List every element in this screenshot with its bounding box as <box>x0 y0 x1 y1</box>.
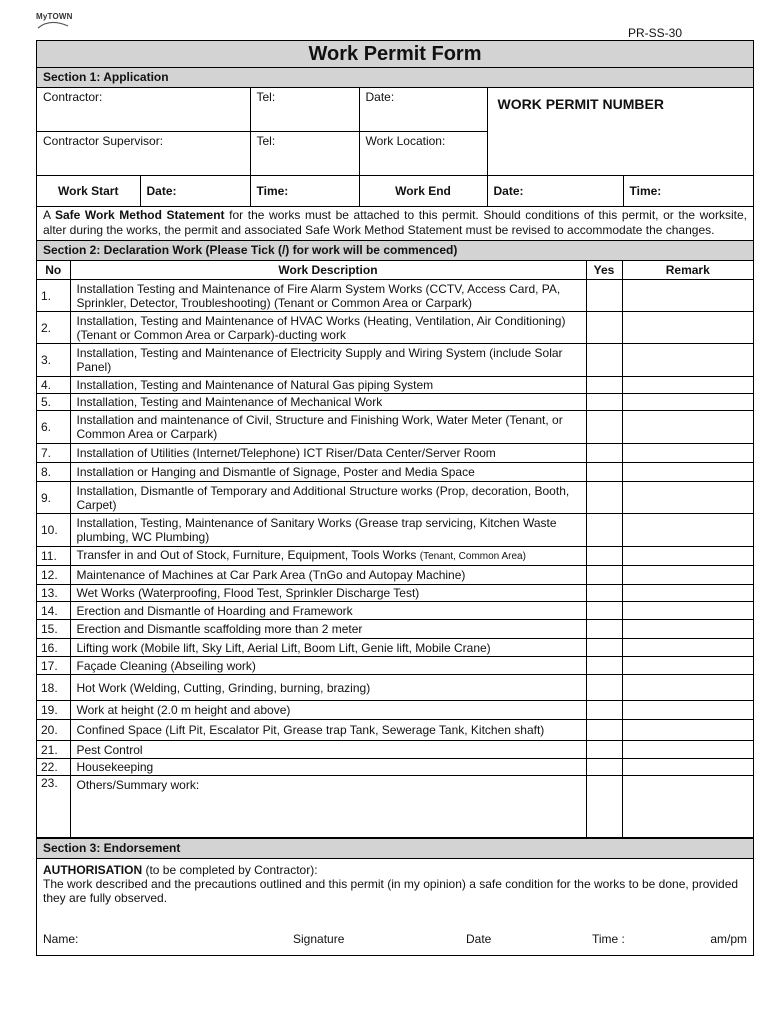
end-time-label: Time: <box>629 184 662 198</box>
remark-cell[interactable] <box>622 675 753 701</box>
yes-tick-cell[interactable] <box>586 701 622 720</box>
work-description-text: Installation, Testing and Maintenance of Mechanical Work <box>76 395 383 409</box>
work-description-text: Pest Control <box>76 742 143 757</box>
authorisation-statement: The work described and the precautions outlined and this permit (in my opinion) a safe condition for the works to be done, provided they are fully observed. <box>43 877 739 905</box>
form-title: Work Permit Form <box>37 41 753 68</box>
work-description-text: Work at height (2.0 m height and above) <box>76 703 291 717</box>
table-row <box>37 720 753 741</box>
table-row <box>37 312 753 344</box>
col-header-yes: Yes <box>586 261 622 280</box>
work-description <box>70 741 586 759</box>
work-description <box>70 312 586 344</box>
tel-label: Tel: <box>256 90 276 104</box>
authorisation-line <box>43 863 747 877</box>
row-number: 23. <box>37 776 70 838</box>
start-time-field[interactable] <box>250 176 359 207</box>
work-description <box>70 463 586 482</box>
remark-cell[interactable] <box>622 741 753 759</box>
row-number: 21. <box>37 741 70 759</box>
note-prefix: A <box>43 208 55 222</box>
table-row <box>37 344 753 377</box>
work-description <box>70 280 586 312</box>
time-field[interactable]: Time : <box>592 932 625 946</box>
row-number: 1. <box>37 280 70 312</box>
row-number: 9. <box>37 482 70 514</box>
row-number: 14. <box>37 602 70 620</box>
table-row <box>37 411 753 444</box>
row-number: 3. <box>37 344 70 377</box>
row-number: 7. <box>37 444 70 463</box>
remark-cell[interactable] <box>622 411 753 444</box>
work-description <box>70 377 586 394</box>
yes-tick-cell[interactable] <box>586 657 622 675</box>
row-number: 2. <box>37 312 70 344</box>
row-number: 20. <box>37 720 70 741</box>
table-row <box>37 444 753 463</box>
table-row <box>37 482 753 514</box>
row-number: 19. <box>37 701 70 720</box>
tel-field[interactable] <box>250 88 359 132</box>
yes-tick-cell[interactable] <box>586 344 622 377</box>
logo-text: MyTOWN <box>36 12 73 21</box>
yes-tick-cell[interactable] <box>586 312 622 344</box>
yes-tick-cell[interactable] <box>586 514 622 547</box>
end-date-label: Date: <box>493 184 524 198</box>
remark-cell[interactable] <box>622 514 753 547</box>
name-field[interactable]: Name: <box>43 932 79 946</box>
yes-tick-cell[interactable] <box>586 720 622 741</box>
work-description <box>70 444 586 463</box>
remark-cell[interactable] <box>622 657 753 675</box>
col-header-description: Work Description <box>70 261 586 280</box>
date-field[interactable]: Date <box>466 932 492 946</box>
yes-tick-cell[interactable] <box>586 411 622 444</box>
work-description-text: Transfer in and Out of Stock, Furniture, Equipment, Tools Works <box>76 548 420 562</box>
contractor-supervisor-label: Contractor Supervisor: <box>43 134 164 148</box>
yes-tick-cell[interactable] <box>586 377 622 394</box>
table-row <box>37 776 753 838</box>
work-description-text: Erection and Dismantle scaffolding more than 2 meter <box>76 622 363 636</box>
work-description <box>70 482 586 514</box>
row-number: 5. <box>37 394 70 411</box>
remark-cell[interactable] <box>622 280 753 312</box>
work-description <box>70 585 586 602</box>
work-description-note: (Tenant, Common Area) <box>419 551 526 562</box>
work-description <box>70 657 586 675</box>
remark-cell[interactable] <box>622 394 753 411</box>
start-time-label: Time: <box>256 184 289 198</box>
work-description-text: Installation or Hanging and Dismantle of Signage, Poster and Media Space <box>76 465 475 479</box>
col-header-remark: Remark <box>622 261 753 280</box>
work-location-label: Work Location: <box>365 134 446 148</box>
row-number: 8. <box>37 463 70 482</box>
yes-tick-cell[interactable] <box>586 602 622 620</box>
form-code: PR-SS-30 <box>627 26 682 40</box>
work-description-text: Installation, Dismantle of Temporary and Additional Structure works (Prop, decoration, Booth, Carpet) <box>76 483 570 512</box>
yes-tick-cell[interactable] <box>586 444 622 463</box>
remark-cell[interactable] <box>622 759 753 776</box>
yes-tick-cell[interactable] <box>586 280 622 312</box>
remark-cell[interactable] <box>622 312 753 344</box>
remark-cell[interactable] <box>622 720 753 741</box>
table-row <box>37 377 753 394</box>
work-description-text: Installation of Utilities (Internet/Telephone) ICT Riser/Data Center/Server Room <box>76 446 496 460</box>
table-row <box>37 547 753 566</box>
work-description-text: Installation, Testing and Maintenance of Natural Gas piping System <box>76 378 434 392</box>
work-permit-number-label: WORK PERMIT NUMBER <box>497 96 664 112</box>
yes-tick-cell[interactable] <box>586 675 622 701</box>
remark-cell[interactable] <box>622 602 753 620</box>
work-description <box>70 566 586 585</box>
work-declaration-table <box>37 261 753 838</box>
work-schedule-table <box>37 176 753 207</box>
remark-cell[interactable] <box>622 585 753 602</box>
work-description <box>70 675 586 701</box>
remark-cell[interactable] <box>622 547 753 566</box>
work-description <box>70 639 586 657</box>
remark-cell[interactable] <box>622 776 753 838</box>
signature-field[interactable]: Signature <box>293 932 345 946</box>
work-description <box>70 394 586 411</box>
work-description-text: Installation Testing and Maintenance of Fire Alarm System Works (CCTV, Access Card, PA, Sprinkler, Detector, Troubleshooting) (Tenant or Common Area or Carpark) <box>76 281 561 310</box>
table-row <box>37 280 753 312</box>
contractor-field[interactable] <box>37 88 250 132</box>
yes-tick-cell[interactable] <box>586 585 622 602</box>
row-number: 12. <box>37 566 70 585</box>
work-end-label: Work End <box>359 176 487 207</box>
row-number: 18. <box>37 675 70 701</box>
date-field[interactable] <box>359 88 487 132</box>
start-date-label: Date: <box>146 184 177 198</box>
work-description <box>70 602 586 620</box>
row-number: 17. <box>37 657 70 675</box>
yes-tick-cell[interactable] <box>586 639 622 657</box>
remark-cell[interactable] <box>622 463 753 482</box>
tel2-label: Tel: <box>256 134 276 148</box>
row-number: 22. <box>37 759 70 776</box>
contractor-label: Contractor: <box>43 90 103 104</box>
work-description-text: Lifting work (Mobile lift, Sky Lift, Aerial Lift, Boom Lift, Genie lift, Mobile Crane) <box>76 640 491 655</box>
row-number: 4. <box>37 377 70 394</box>
start-date-field[interactable] <box>140 176 250 207</box>
table-row <box>37 639 753 657</box>
remark-cell[interactable] <box>622 482 753 514</box>
section1-heading: Section 1: Application <box>37 68 753 88</box>
row-number: 10. <box>37 514 70 547</box>
remark-cell[interactable] <box>622 701 753 720</box>
yes-tick-cell[interactable] <box>586 547 622 566</box>
work-start-label: Work Start <box>37 176 140 207</box>
table-row <box>37 675 753 701</box>
work-description-text: Erection and Dismantle of Hoarding and Framework <box>76 603 353 618</box>
table-row <box>37 394 753 411</box>
work-permit-form <box>36 40 754 956</box>
section2-heading: Section 2: Declaration Work (Please Tick (/) for work will be commenced) <box>37 241 753 261</box>
yes-tick-cell[interactable] <box>586 394 622 411</box>
contractor-supervisor-field[interactable] <box>37 132 250 176</box>
table-row <box>37 602 753 620</box>
authorisation-bold: AUTHORISATION <box>43 863 143 877</box>
work-permit-number-field[interactable] <box>487 88 753 176</box>
work-description <box>70 620 586 639</box>
endorsement-block <box>37 859 753 955</box>
table-row <box>37 514 753 547</box>
work-description <box>70 514 586 547</box>
work-location-field[interactable] <box>359 132 487 176</box>
table-row <box>37 566 753 585</box>
row-number: 6. <box>37 411 70 444</box>
work-description <box>70 759 586 776</box>
note-rest: for the works must be attached to this permit. Should conditions of this permit, or the worksite, alter during the works, the permit and associated Safe Work Method Statement must be revised to accommodate the changes. <box>43 208 747 237</box>
work-description-text: Others/Summary work: <box>76 778 200 792</box>
remark-cell[interactable] <box>622 377 753 394</box>
work-description-text: Installation, Testing and Maintenance of HVAC Works (Heating, Ventilation, Air Conditioning) (Tenant or Common Area or Carpark)-ducting work <box>76 313 566 342</box>
table-row <box>37 741 753 759</box>
work-description-text: Façade Cleaning (Abseiling work) <box>76 658 256 673</box>
company-logo <box>36 12 76 34</box>
work-description-text: Installation, Testing and Maintenance of Electricity Supply and Wiring System (include Solar Panel) <box>76 346 563 374</box>
table-row <box>37 657 753 675</box>
remark-cell[interactable] <box>622 444 753 463</box>
tel2-field[interactable] <box>250 132 359 176</box>
work-description <box>70 701 586 720</box>
date-label: Date: <box>365 90 395 104</box>
yes-tick-cell[interactable] <box>586 482 622 514</box>
remark-cell[interactable] <box>622 639 753 657</box>
row-number: 16. <box>37 639 70 657</box>
section3-heading: Section 3: Endorsement <box>37 838 753 859</box>
row-number: 15. <box>37 620 70 639</box>
yes-tick-cell[interactable] <box>586 776 622 838</box>
yes-tick-cell[interactable] <box>586 741 622 759</box>
work-description-text: Confined Space (Lift Pit, Escalator Pit, Grease trap Tank, Sewerage Tank, Kitchen shaft) <box>76 723 545 737</box>
remark-cell[interactable] <box>622 620 753 639</box>
remark-cell[interactable] <box>622 344 753 377</box>
row-number: 13. <box>37 585 70 602</box>
work-description-text: Wet Works (Waterproofing, Flood Test, Sprinkler Discharge Test) <box>76 586 420 600</box>
swms-note <box>37 207 753 241</box>
signature-row <box>43 932 747 948</box>
application-table <box>37 88 753 176</box>
work-description <box>70 344 586 377</box>
work-description <box>70 720 586 741</box>
note-bold: Safe Work Method Statement <box>54 208 225 222</box>
table-row <box>37 585 753 602</box>
work-description-text: Maintenance of Machines at Car Park Area (TnGo and Autopay Machine) <box>76 568 466 582</box>
yes-tick-cell[interactable] <box>586 620 622 639</box>
work-description-text: Installation, Testing, Maintenance of Sanitary Works (Grease trap servicing, Kitchen Waste plumbing, WC Plumbing) <box>76 516 557 544</box>
yes-tick-cell[interactable] <box>586 566 622 585</box>
ampm-label: am/pm <box>710 932 747 946</box>
yes-tick-cell[interactable] <box>586 759 622 776</box>
end-date-field[interactable] <box>487 176 623 207</box>
table-row <box>37 463 753 482</box>
yes-tick-cell[interactable] <box>586 463 622 482</box>
work-description-text: Hot Work (Welding, Cutting, Grinding, burning, brazing) <box>76 680 371 695</box>
work-description <box>70 411 586 444</box>
table-row <box>37 759 753 776</box>
end-time-field[interactable] <box>623 176 753 207</box>
remark-cell[interactable] <box>622 566 753 585</box>
logo-swoosh-icon <box>36 20 70 32</box>
authorisation-rest: (to be completed by Contractor): <box>142 863 318 877</box>
table-row <box>37 701 753 720</box>
work-description <box>70 547 586 566</box>
work-description <box>70 776 586 838</box>
work-description-text: Housekeeping <box>76 760 154 774</box>
col-header-no: No <box>37 261 70 280</box>
row-number: 11. <box>37 547 70 566</box>
work-description-text: Installation and maintenance of Civil, Structure and Finishing Work, Water Meter (Tenant, or Common Area or Carpark) <box>76 413 563 441</box>
table-row <box>37 620 753 639</box>
